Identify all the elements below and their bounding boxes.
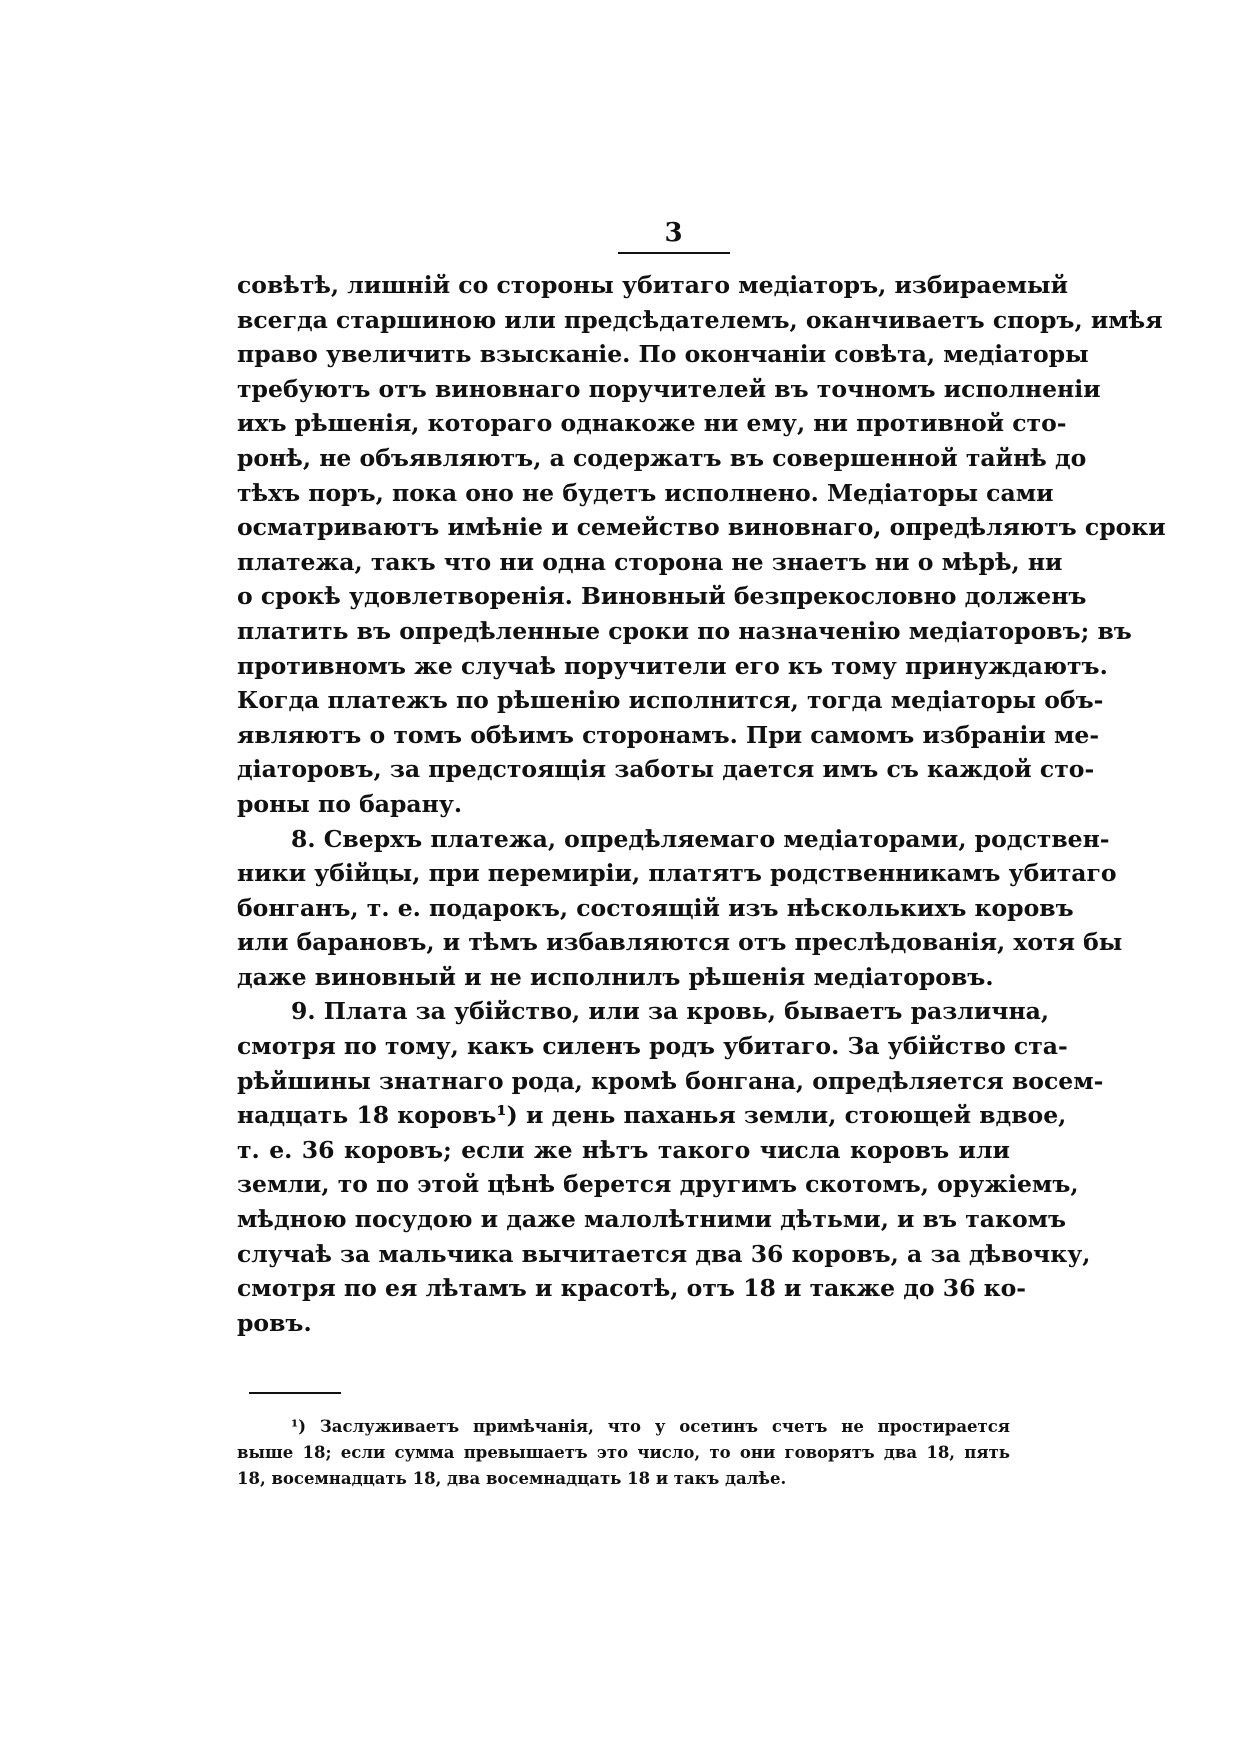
text-line: т. е. 36 коровъ; если же нѣтъ такого числа коровъ или bbox=[237, 1135, 1010, 1164]
text-line: случаѣ за мальчика вычитается два 36 коровъ, а за дѣвочку, bbox=[237, 1239, 1091, 1268]
text-line: смотря по ея лѣтамъ и красотѣ, отъ 18 и также до 36 ко- bbox=[237, 1274, 1027, 1303]
text-line: платежа, такъ что ни одна сторона не знаетъ ни о мѣрѣ, ни bbox=[237, 547, 1063, 576]
paragraph-1 bbox=[237, 268, 1166, 822]
body-text bbox=[237, 268, 1166, 1340]
paragraph-3 bbox=[237, 994, 1104, 1340]
text-line: ихъ рѣшенія, котораго однакоже ни ему, ни противной сто- bbox=[237, 409, 1067, 438]
paragraph-2 bbox=[237, 822, 1123, 995]
text-line: осматриваютъ имѣніе и семейство виновнаго, опредѣляютъ сроки bbox=[237, 513, 1166, 542]
text-line: роны по барану. bbox=[237, 789, 463, 818]
text-line: діаторовъ, за предстоящія заботы дается имъ съ каждой сто- bbox=[237, 755, 1095, 784]
text-line: 8. Сверхъ платежа, опредѣляемаго медіаторами, родствен- bbox=[291, 824, 1110, 853]
text-line: тѣхъ поръ, пока оно не будетъ исполнено. Медіаторы сами bbox=[237, 478, 1054, 507]
text-line: даже виновный и не исполнилъ рѣшенія медіаторовъ. bbox=[237, 962, 994, 991]
text-line: противномъ же случаѣ поручители его къ тому принуждаютъ. bbox=[237, 651, 1108, 680]
text-line: рѣйшины знатнаго рода, кромѣ бонгана, опредѣляется восем- bbox=[237, 1066, 1104, 1095]
footnote bbox=[237, 1414, 1010, 1492]
text-line: мѣдною посудою и даже малолѣтними дѣтьми, и въ такомъ bbox=[237, 1205, 1067, 1234]
text-line: платить въ опредѣленные сроки по назначенію медіаторовъ; въ bbox=[237, 616, 1132, 645]
footnote-rule bbox=[249, 1392, 341, 1394]
text-line: право увеличить взысканіе. По окончаніи совѣта, медіаторы bbox=[237, 340, 1089, 369]
page-content bbox=[237, 218, 1166, 1492]
page-number-rule bbox=[618, 252, 730, 254]
footnote-line: ¹) Заслуживаетъ примѣчанія, что у осетинъ счетъ не простирается bbox=[291, 1417, 1010, 1437]
text-line: всегда старшиною или предсѣдателемъ, оканчиваетъ споръ, имѣя bbox=[237, 305, 1163, 334]
footnote-line: выше 18; если сумма превышаетъ это число, то они говорятъ два 18, пять bbox=[237, 1443, 1010, 1463]
text-line: или барановъ, и тѣмъ избавляются отъ преслѣдованія, хотя бы bbox=[237, 928, 1123, 957]
text-line: земли, то по этой цѣнѣ берется другимъ скотомъ, оружіемъ, bbox=[237, 1170, 1079, 1199]
text-line: требуютъ отъ виновнаго поручителей въ точномъ исполненіи bbox=[237, 374, 1101, 403]
page-number: 3 bbox=[664, 218, 683, 248]
text-line: ники убійцы, при перемиріи, платятъ родственникамъ убитаго bbox=[237, 859, 1117, 888]
text-line: являютъ о томъ обѣимъ сторонамъ. При самомъ избраніи ме- bbox=[237, 720, 1100, 749]
text-line: бонганъ, т. е. подарокъ, состоящій изъ нѣсколькихъ коровъ bbox=[237, 893, 1074, 922]
text-line: надцать 18 коровъ¹) и день паханья земли, стоющей вдвое, bbox=[237, 1101, 1067, 1130]
text-line: ронѣ, не объявляютъ, а содержатъ въ совершенной тайнѣ до bbox=[237, 443, 1087, 472]
text-line: о срокѣ удовлетворенія. Виновный безпрекословно долженъ bbox=[237, 582, 1087, 611]
text-line: Когда платежъ по рѣшенію исполнится, тогда медіаторы объ- bbox=[237, 686, 1104, 715]
footnote-line: 18, восемнадцать 18, два восемнадцать 18 и такъ далѣе. bbox=[237, 1469, 787, 1489]
text-line: смотря по тому, какъ силенъ родъ убитаго. За убійство ста- bbox=[237, 1032, 1068, 1061]
text-line: совѣтѣ, лишній со стороны убитаго медіаторъ, избираемый bbox=[237, 271, 1069, 299]
text-line: ровъ. bbox=[237, 1308, 312, 1337]
text-line: 9. Плата за убійство, или за кровь, бываетъ различна, bbox=[291, 997, 1050, 1026]
